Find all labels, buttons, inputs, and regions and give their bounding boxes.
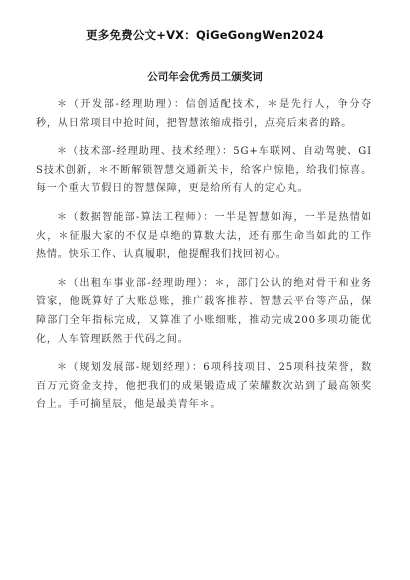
document-body [36, 96, 372, 425]
page-header: 更多免费公文+VX：QiGeGongWen2024 [86, 28, 324, 42]
award-paragraph: ＊（出租车事业部-经理助理）：＊，部门公认的绝对骨干和业务管家，他既算好了大账总账，推广载客推荐、智慧云平台等产品，保障部门全年指标完成，又算准了小账细账，推动完成200多项功能优化，人车管理跃然于代码之间。 [36, 277, 372, 345]
document-title: 公司年会优秀员工颁奖词 [147, 71, 263, 83]
award-paragraph: ＊（开发部-经理助理）：信创适配技术，＊是先行人，争分夺秒，从日常项目中抢时间，把智慧浓缩成指引，点亮后来者的路。 [36, 99, 372, 129]
award-paragraph: ＊（技术部-经理助理、技术经理）：5G+车联网、自动驾驶、GIS技术创新，＊不断解锁智慧交通新关卡，给客户惊艳，给我们惊喜。每一个重大节假日的智慧保障，更是给所有人的定心丸。 [36, 146, 372, 195]
award-paragraph: ＊（规划发展部-规划经理）：6项科技项目、25项科技荣誉，数百万元资金支持，他把我们的成果锻造成了荣耀数次站到了最高领奖台上。手可摘星辰，他是最美青年＊。 [36, 362, 372, 411]
award-paragraph: ＊（数据智能部-算法工程师）：一半是智慧如海，一半是热情如火，＊征服大家的不仅是卓绝的算数大法，还有那生命当如此的工作热情。快乐工作、认真履职，他提醒我们找回初心。 [36, 211, 372, 261]
